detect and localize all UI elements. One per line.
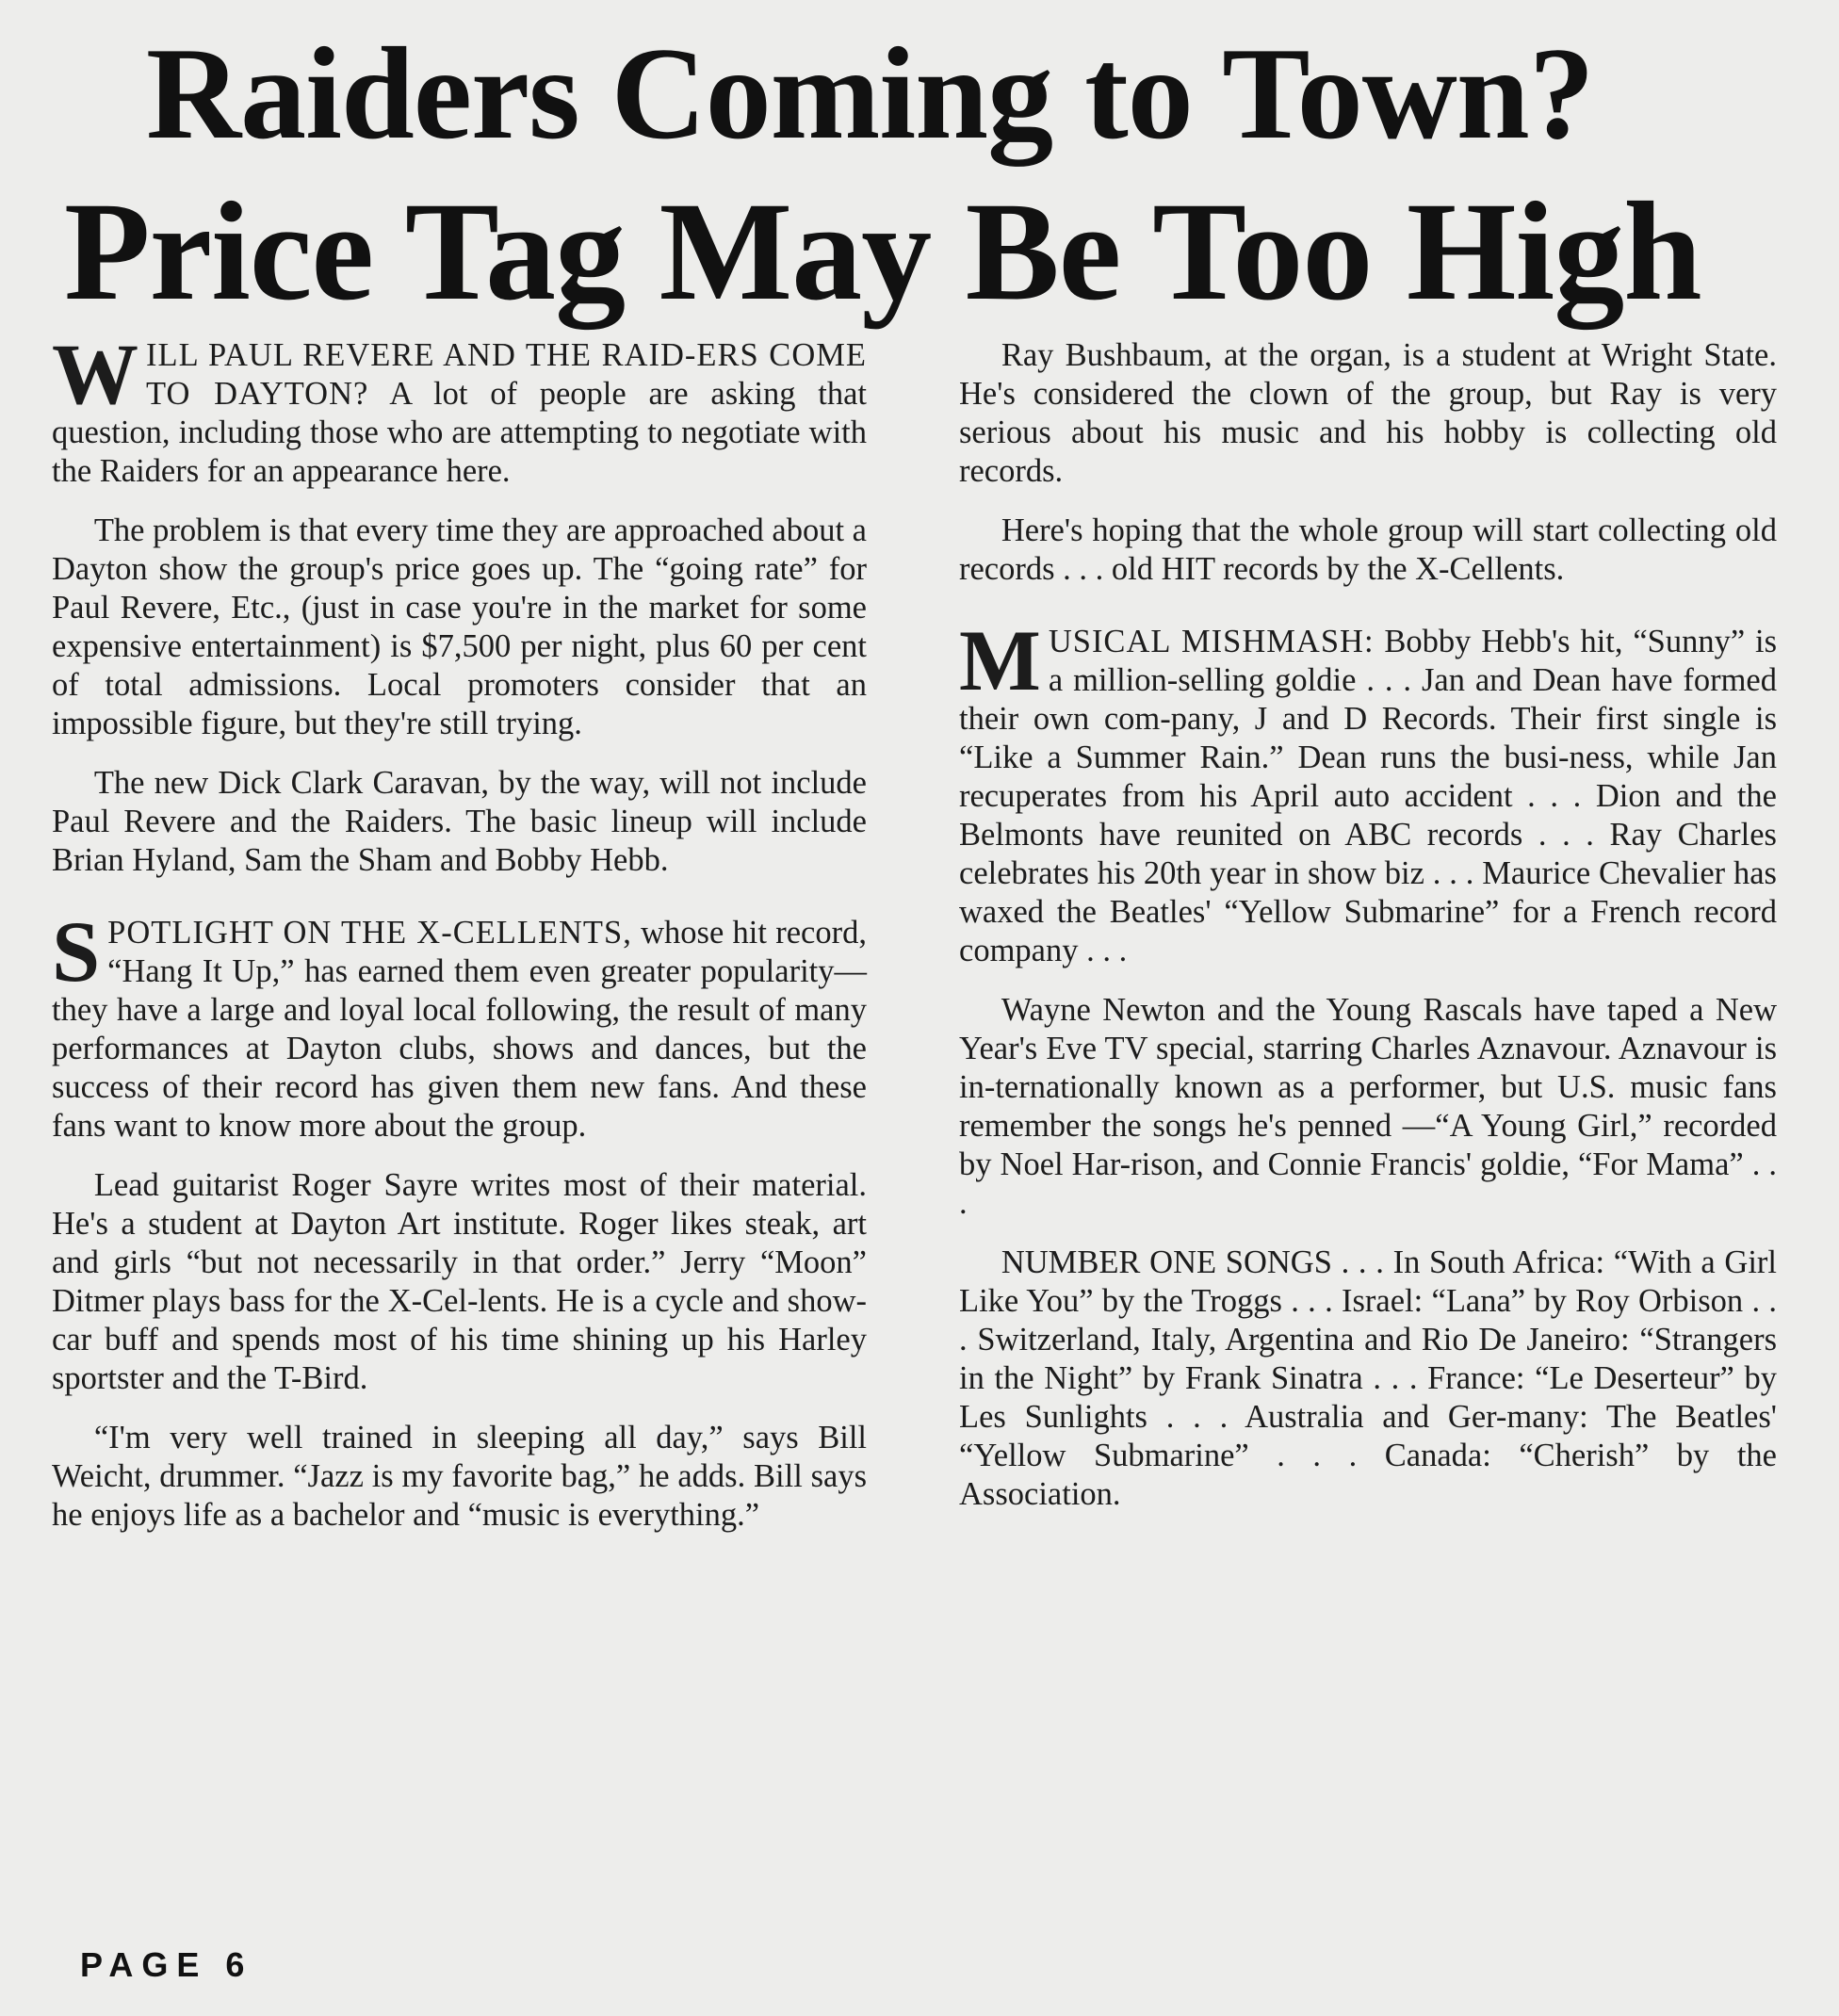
page-number: PAGE 6 <box>80 1945 253 1984</box>
paragraph-text: whose hit record, “Hang It Up,” has earned them even greater popularity—they have a large and loyal local following, the result of many performances at Dayton clubs, shows and dances, but the success of their record has given them new fans. And these fans want to know more about the group. <box>52 915 867 1144</box>
drop-cap: S <box>52 903 101 1000</box>
paragraph-caravan: The new Dick Clark Caravan, by the way, will not include Paul Revere and the Raiders. The basic lineup will include Brian Hyland, Sam the Sham and Bobby Hebb. <box>52 765 867 878</box>
paragraph-text: Bobby Hebb's hit, “Sunny” is a million-selling goldie . . . Jan and Dean have formed their own com-pany, J and D Records. Their first single is “Like a Summer Rain.” Dean runs the busi-ness, while Jan recuperates from his April auto accident . . . Dion and the Belmonts have reunited on ABC records . . . Ray Charles celebrates his 20th year in show biz . . . Maurice Chevalier has waxed the Beatles' “Yellow Submarine” for a French record company . . . <box>959 624 1777 968</box>
paragraph-musical-mishmash <box>959 612 1777 970</box>
paragraph-roger-sayre: Lead guitarist Roger Sayre writes most of their material. He's a student at Dayton Art institute. Roger likes steak, art and girls “but not necessarily in that order.” Jerry “Moon” Ditmer plays bass for the X-Cel-lents. He is a cycle and show-car buff and spends most of his time shining up his Harley sportster and the T-Bird. <box>52 1167 867 1396</box>
lead-caps: POTLIGHT ON THE X-CELLENTS, <box>107 915 632 951</box>
paragraph-ray-bushbaum: Ray Bushbaum, at the organ, is a student at Wright State. He's considered the clown of the group, but Ray is very serious about his music and his hobby is collecting old records. <box>959 337 1777 489</box>
left-column <box>52 326 867 1555</box>
headline-line-2: Price Tag May Be Too High <box>64 173 1701 330</box>
headline-line-1: Raiders Coming to Town? <box>146 21 1594 167</box>
drop-cap: W <box>52 326 138 422</box>
lead-caps: ILL PAUL REVERE AND THE RAID-ERS COME TO DAYTON? <box>146 337 867 412</box>
paragraph-wayne-newton: Wayne Newton and the Young Rascals have taped a New Year's Eve TV special, starring Charles Aznavour. Aznavour is in-ternationally known as a performer, but U.S. music fans remember the songs he's penned —“A Young Girl,” recorded by Noel Har-rison, and Connie Francis' goldie, “For Mama” . . . <box>959 992 1777 1221</box>
paragraph-hoping: Here's hoping that the whole group will start collecting old records . . . old HIT records by the X-Cellents. <box>959 512 1777 587</box>
paragraph-spotlight <box>52 903 867 1146</box>
right-column <box>959 336 1777 1535</box>
paragraph-text: A lot of people are asking that question, including those who are attempting to negotiate with the Raiders for an appearance here. <box>52 376 867 489</box>
paragraph-number-one-songs: NUMBER ONE SONGS . . . In South Africa: “With a Girl Like You” by the Troggs . . . Israel: “Lana” by Roy Orbison . . . Switzerland, Italy, Argentina and Rio De Janeiro: “Strangers in the Night” by Frank Sinatra . . . France: “Le Deserteur” by Les Sunlights . . . Australia and Ger-many: The Beatles' “Yellow Submarine” . . . Canada: “Cherish” by the Association. <box>959 1244 1777 1512</box>
paragraph-bill-weicht: “I'm very well trained in sleeping all day,” says Bill Weicht, drummer. “Jazz is my favorite bag,” he adds. Bill says he enjoys life as a bachelor and “music is everything.” <box>52 1420 867 1533</box>
paragraph-price: The problem is that every time they are approached about a Dayton show the group's price goes up. The “going rate” for Paul Revere, Etc., (just in case you're in the market for some expensive entertainment) is $7,500 per night, plus 60 per cent of total admissions. Local promoters consider that an impossible figure, but they're still trying. <box>52 512 867 741</box>
paragraph-raiders-intro <box>52 326 867 491</box>
drop-cap: M <box>959 612 1041 708</box>
lead-caps: USICAL MISHMASH: <box>1048 624 1375 659</box>
